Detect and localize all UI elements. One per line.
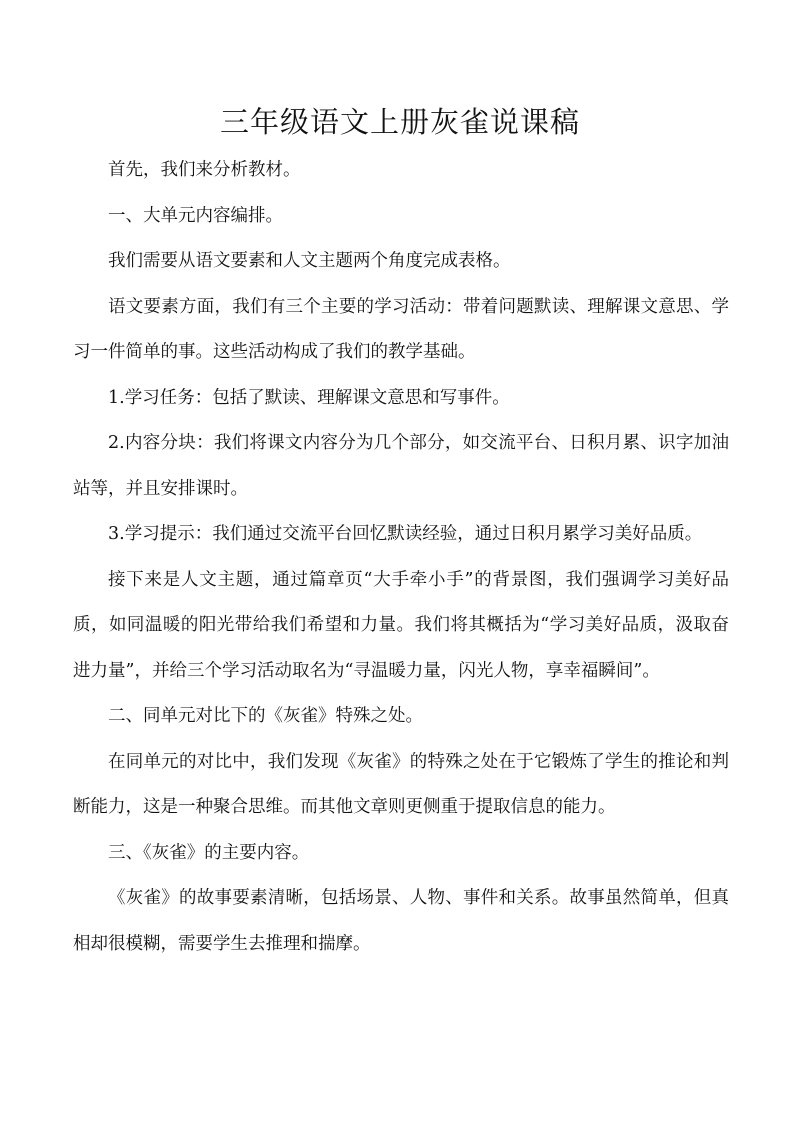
document-title: 三年级语文上册灰雀说课稿 (219, 105, 580, 139)
paragraph: 接下来是人文主题，通过篇章页“大手牵小手”的背景图，我们强调学习美好品质，如同温暖的阳光带给我们希望和力量。我们将其概括为“学习美好品质，汲取奋进力量”，并给三个学习活动取名为“寻温暖力量，闪光人物，享幸福瞬间”。 (73, 569, 729, 681)
paragraph: 语文要素方面，我们有三个主要的学习活动：带着问题默读、理解课文意思、学习一件简单的事。这些活动构成了我们的教学基础。 (73, 296, 729, 362)
document-body (73, 148, 729, 967)
section-heading-2: 二、同单元对比下的《灰雀》特殊之处。 (108, 706, 423, 726)
paragraph: 我们需要从语文要素和人文主题两个角度完成表格。 (108, 251, 511, 271)
list-item-1: 1.学习任务：包括了默读、理解课文意思和写事件。 (108, 387, 510, 408)
section-heading-1: 一、大单元内容编排。 (108, 205, 283, 226)
list-item-3: 3.学习提示：我们通过交流平台回忆默读经验，通过日积月累学习美好品质。 (108, 524, 703, 544)
paragraph: 《灰雀》的故事要素清晰，包括场景、人物、事件和关系。故事虽然简单，但真相却很模糊，需要学生去推理和揣摩。 (73, 888, 729, 954)
section-heading-3: 三、《灰雀》的主要内容。 (108, 842, 310, 863)
list-item-2: 2.内容分块：我们将课文内容分为几个部分，如交流平台、日积月累、识字加油站等，并且安排课时。 (73, 433, 729, 499)
paragraph: 在同单元的对比中，我们发现《灰雀》的特殊之处在于它锻炼了学生的推论和判断能力，这是一种聚合思维。而其他文章则更侧重于提取信息的能力。 (73, 751, 729, 817)
paragraph-intro: 首先，我们来分析教材。 (108, 160, 301, 180)
